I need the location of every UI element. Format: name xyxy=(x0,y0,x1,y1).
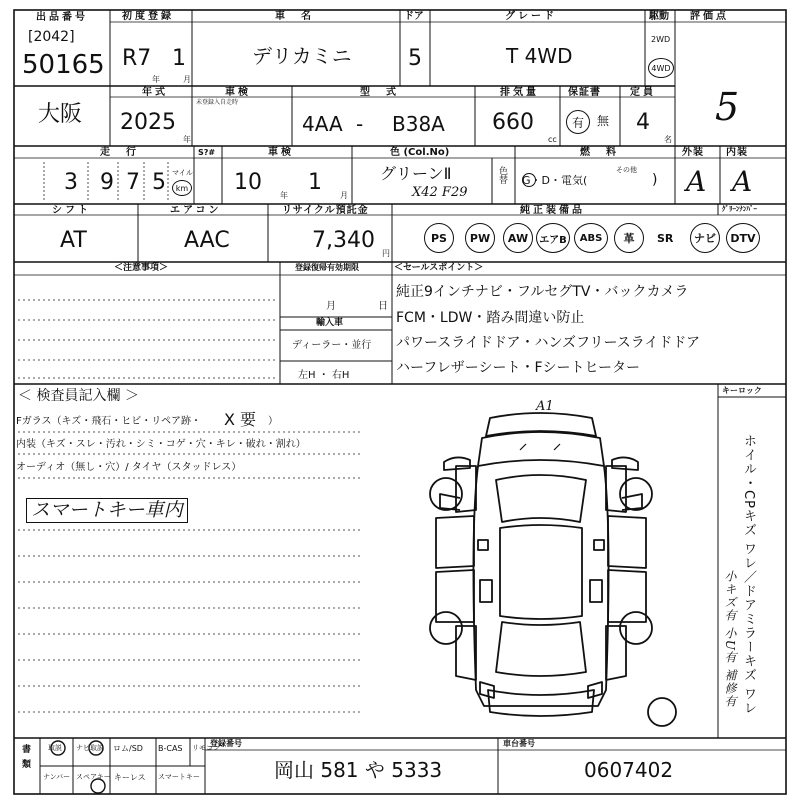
drive-label: 駆動 xyxy=(649,11,669,22)
recycle: 7,340 xyxy=(312,228,375,253)
type-model: B38A xyxy=(392,112,445,136)
equip-leather xyxy=(614,223,644,253)
vehicle-year: 10 xyxy=(234,170,262,195)
doc-item-manual: 取説 xyxy=(48,744,62,752)
mark-a1: A1 xyxy=(536,399,554,414)
fuel-label: 燃 料 xyxy=(580,147,619,158)
equip-abs-label: ABS xyxy=(579,232,603,244)
model-year-label: 年式 xyxy=(142,87,168,98)
vehicle-month-mark: 月 xyxy=(340,191,348,200)
mileage-digit-4: 5 xyxy=(152,170,166,195)
exterior: A xyxy=(686,165,707,198)
equip-aw-label: AW xyxy=(507,231,529,245)
cc-label: 排気量 xyxy=(500,87,539,98)
first-reg-label: 初度登録 xyxy=(122,11,174,22)
sales-point-4: ハーフレザーシート・Fシートヒーター xyxy=(396,360,640,376)
equip-navi xyxy=(690,223,720,253)
drive-4wd: 4WD xyxy=(651,63,671,73)
inspector-line-1-close: ） xyxy=(268,416,278,427)
recycle-label: リサイクル預託金 xyxy=(282,205,369,216)
color-label: 色 (Col.No) xyxy=(390,147,450,158)
lot-bracket: [2042] xyxy=(28,29,75,45)
doors: 5 xyxy=(408,46,422,71)
lot-label: 出品番号 xyxy=(36,12,88,23)
score-label: 評価点 xyxy=(690,11,729,22)
side-note: 小キズ有 小U有 補修有 xyxy=(723,570,737,708)
key-lock-label: キーロック xyxy=(722,386,762,395)
mile-unit: マイル xyxy=(172,169,193,177)
model-year-mark: 年 xyxy=(183,135,191,144)
car-diagram xyxy=(360,390,720,740)
plate: 岡山 581 や 5333 xyxy=(274,758,443,782)
equip-leather-label: 革 xyxy=(623,232,635,245)
interior-label: 内装 xyxy=(726,147,748,158)
mileage-dividers xyxy=(14,158,214,208)
color-name: グリーンⅡ xyxy=(380,164,452,183)
mileage-digit-1: 3 xyxy=(64,170,78,195)
model-year: 2025 xyxy=(120,110,176,135)
equip-pw xyxy=(465,223,495,253)
door-label: ドア xyxy=(404,11,424,22)
fuel-close: ) xyxy=(652,172,658,188)
inspector-title: ＜ 検査員記入欄 ＞ xyxy=(18,388,139,404)
equip-airbag xyxy=(536,223,570,253)
equip-aw xyxy=(503,223,533,253)
fuel-other: その他 xyxy=(616,166,637,174)
ac-label: エアコン xyxy=(170,205,222,216)
doc-item-bcas: B-CAS xyxy=(158,744,183,753)
plate-label: 登録番号 xyxy=(210,739,242,748)
year-mark: 年 xyxy=(152,75,160,84)
warranty-no: 無 xyxy=(597,114,610,128)
grade-label: グレード xyxy=(505,11,557,22)
doc-item-smart-key: スマートキー xyxy=(158,773,200,781)
score: 5 xyxy=(715,85,740,129)
inspector-line-1: Fガラス（キズ・飛石・ヒビ・リペア跡・ xyxy=(16,416,202,427)
green-number-label: ｸﾞﾘｰﾝﾅﾝﾊﾞｰ xyxy=(722,205,757,213)
region: 大阪 xyxy=(38,102,83,127)
reg-period-label: 登録復帰有効期限 xyxy=(295,263,359,272)
equip-dtv-label: DTV xyxy=(730,231,756,245)
doc-item-rom-sd: ロム/SD xyxy=(113,744,143,753)
equipment-label: 純正装備品 xyxy=(520,205,585,216)
import-label: 輸入車 xyxy=(316,318,344,328)
inspector-line-2: 内装（キズ・スレ・汚れ・シミ・コゲ・穴・キレ・破れ・割れ） xyxy=(16,439,306,450)
drive-2wd: 2WD xyxy=(651,35,671,44)
mileage-digit-3: 7 xyxy=(126,170,140,195)
inspector-line-3: オーディオ（無し・穴）/ タイヤ（スタッドレス） xyxy=(16,462,242,473)
handwritten-note-box xyxy=(26,498,188,523)
grade: T 4WD xyxy=(506,44,573,68)
inspector-line-1-mark: X 要 xyxy=(224,410,257,429)
mileage-label: 走 行 xyxy=(100,147,139,158)
equip-dtv xyxy=(726,223,760,253)
color-code: X42 F29 xyxy=(412,185,468,200)
vehicle-year-mark: 年 xyxy=(280,191,288,200)
doc-item-remote: リモコン xyxy=(192,744,220,752)
cc: 660 xyxy=(492,110,534,135)
equip-abs xyxy=(574,223,608,253)
handwritten-note: スマートキー車内 xyxy=(31,499,183,521)
handle: 左H ・ 右H xyxy=(298,370,350,381)
warranty-yes: 有 xyxy=(571,115,584,130)
dealer: ディーラー・並行 xyxy=(292,340,372,351)
equip-ps xyxy=(424,223,454,253)
footer-marks xyxy=(40,738,160,798)
fuel-g-circle xyxy=(522,173,536,187)
sales-point-3: パワースライドドア・ハンズフリースライドドア xyxy=(396,335,700,351)
caution-label: ＜注意事項＞ xyxy=(114,263,169,273)
recycle-unit: 円 xyxy=(382,249,390,258)
reg-day: 日 xyxy=(378,301,388,312)
shift-label: シフト xyxy=(52,205,91,216)
sales-point-1: 純正9インチナビ・フルセグTV・バックカメラ xyxy=(396,284,689,300)
first-reg-month: 1 xyxy=(172,46,186,71)
ac: AAC xyxy=(184,228,230,253)
fuel-options: G・D・電気( xyxy=(522,174,588,187)
s-label: S?# xyxy=(198,148,216,157)
equip-navi-label: ナビ xyxy=(694,232,716,245)
first-reg-era: R7 xyxy=(122,46,152,71)
vehicle-month: 1 xyxy=(308,170,322,195)
equip-pw-label: PW xyxy=(469,231,491,245)
equip-airbag-label: エアB xyxy=(539,234,567,246)
capacity-unit: 名 xyxy=(664,135,672,144)
inspection-sub: 未登録入自走時 xyxy=(196,99,239,106)
inspection-label: 車検 xyxy=(225,87,251,98)
type-label: 型 式 xyxy=(360,87,399,98)
warranty-label: 保証書 xyxy=(568,87,601,98)
side-text: ホイル・CPキズ ワレ／ドアミラーキズ ワレ xyxy=(741,434,756,716)
equip-ps-label: PS xyxy=(431,231,447,245)
month-mark: 月 xyxy=(183,75,191,84)
exterior-label: 外装 xyxy=(682,147,704,158)
type-prefix: 4AA xyxy=(302,112,343,136)
type-dash: - xyxy=(356,112,364,136)
cc-unit: cc xyxy=(548,135,557,144)
capacity: 4 xyxy=(636,110,650,135)
doc-item-keyless: キーレス xyxy=(114,773,146,782)
lot-number: 50165 xyxy=(22,50,105,80)
doc-label: 書類 xyxy=(20,744,30,774)
km-unit: km xyxy=(175,183,189,193)
interior: A xyxy=(732,165,753,198)
reg-month: 月 xyxy=(326,301,336,312)
warranty-yes-circle xyxy=(566,110,590,134)
doc-item-navi-manual: ナビ取説 xyxy=(76,744,104,752)
car-name: デリカミニ xyxy=(252,44,352,68)
sales-point-2: FCM・LDW・踏み間違い防止 xyxy=(396,310,585,326)
drive-4wd-circle xyxy=(648,58,674,78)
doc-item-spare-key: スペアキー xyxy=(76,773,111,781)
chassis-label: 車台番号 xyxy=(503,739,535,748)
car-name-label: 車 名 xyxy=(275,11,314,22)
vehicle-label: 車検 xyxy=(268,147,294,158)
color-change: 色替 xyxy=(497,166,507,184)
mileage-digit-2: 9 xyxy=(100,170,114,195)
equip-sr: SR xyxy=(657,232,674,245)
chassis: 0607402 xyxy=(584,758,674,782)
doc-item-number: ナンバー xyxy=(43,773,71,781)
sales-label: ＜セールスポイント＞ xyxy=(394,263,484,273)
capacity-label: 定員 xyxy=(630,87,656,98)
shift: AT xyxy=(60,228,87,253)
